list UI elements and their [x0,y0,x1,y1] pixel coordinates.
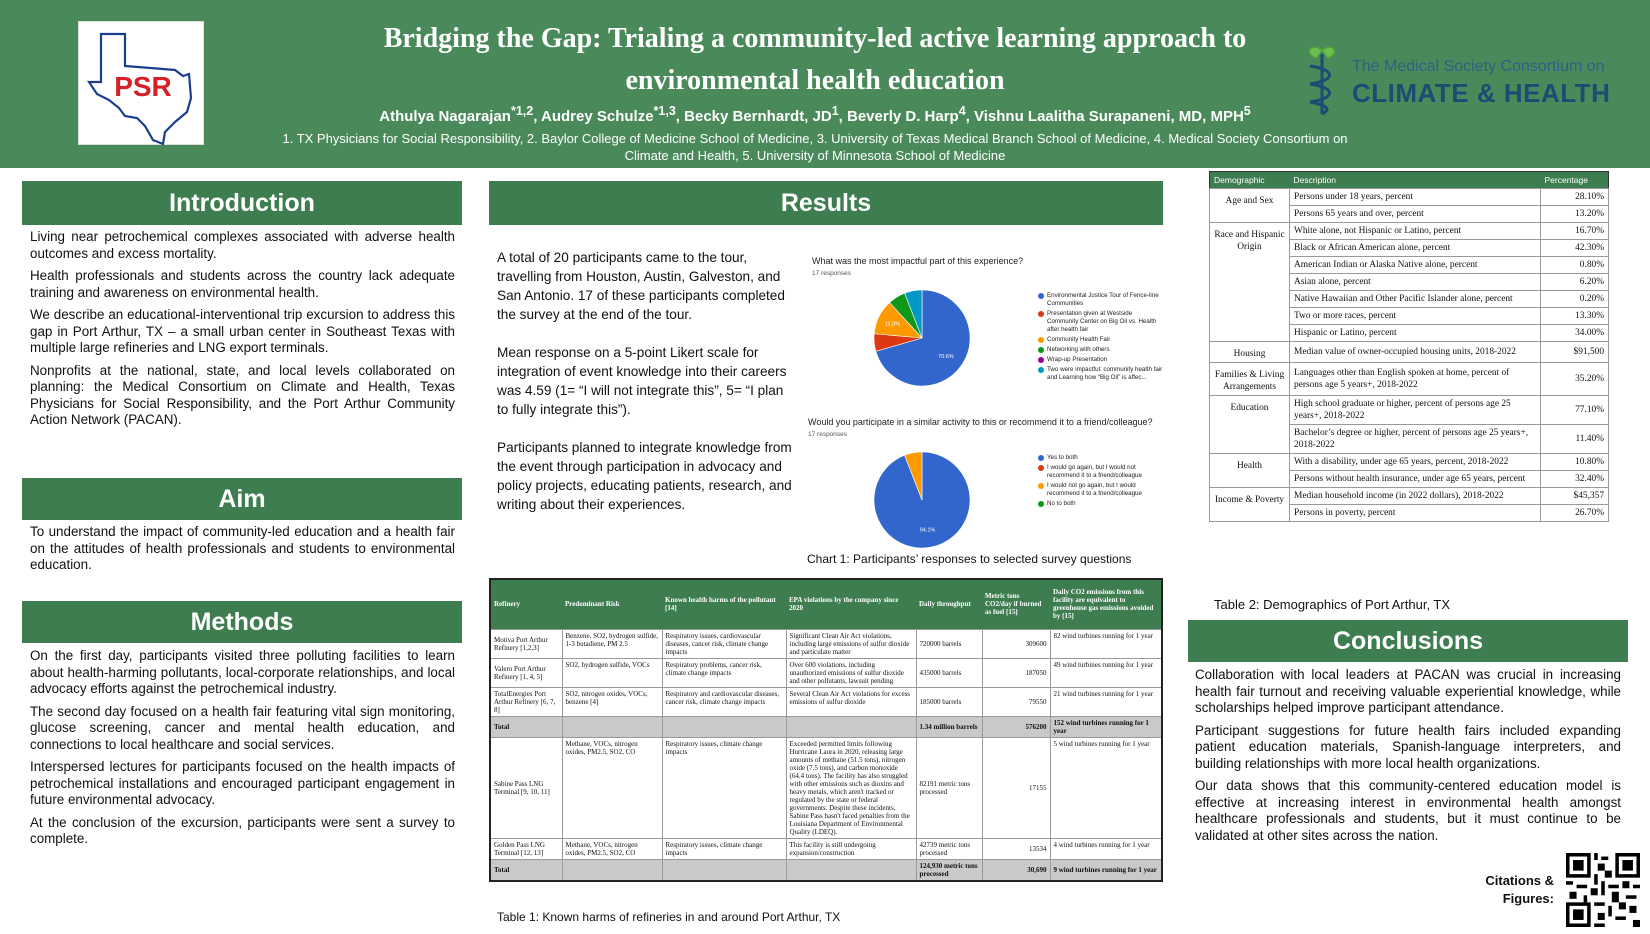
table-cell: 576200 [982,716,1050,737]
table-cell: 435000 barrels [916,658,982,687]
table-cell: Significant Clean Air Act violations, including large emissions of sulfur dioxide and particulate matter [786,629,916,658]
table-cell: 124,930 metric tons processed [916,859,982,881]
author-list: Athulya Nagarajan$^{*1,2}$, Audrey Schulze$^{*1,3}$, Becky Bernhardt, $JD^1$, Beverly D. Harp$^4$, Vishnu Laalitha Surapaneni, MD, MPH$^5$ [379,104,1251,125]
legend-swatch-icon [1038,465,1044,471]
table-row [1210,223,1609,240]
author: Beverly D. Harp [847,108,959,125]
demographic-percentage: 28.10% [1541,189,1609,206]
demographic-description: Persons under 18 years, percent [1290,189,1541,206]
table-header-cell: Daily CO2 emissions from this facility are equivalent to greenhouse gas emissions avoided by [15] [1050,579,1162,629]
demographic-description: Persons without health insurance, under age 65 years, percent [1290,471,1541,488]
conclusions-paragraph: Our data shows that this community-centered education model is effective at increasing interest in environmental health amongst healthcare professionals and students, but it must continue to be validated at other sites across the nation. [1195,778,1621,843]
table-total-row [490,716,1162,737]
table-row [1210,488,1609,505]
pie-slice-label: 94.1% [919,527,936,534]
legend-item [1038,292,1163,308]
poster-title-line1: Bridging the Gap: Trialing a community-led active learning approach to [383,23,1247,54]
demographic-percentage: 26.70% [1541,505,1609,522]
chart2-legend [1038,454,1163,510]
table-header-cell: Percentage [1541,172,1609,189]
table-cell: 187050 [982,658,1050,687]
conclusions-paragraph: Participant suggestions for future health fairs included expanding patient education materials, Spanish-language interpreters, and building relationships with more local health organizations. [1195,722,1621,771]
table-cell: 42739 metric tons processed [916,838,982,859]
pie-slice-label: 70.6% [938,354,954,361]
author-sup: 4 [958,104,966,118]
chart1-title: What was the most impactful part of this experience? [812,256,1024,266]
table-cell: Respiratory issues, climate change impacts [662,838,786,859]
mscch-logo-line2: CLIMATE & HEALTH [1352,78,1611,108]
legend-label: Networking with others [1047,346,1110,353]
table-row [490,658,1162,687]
demographic-category: Race and Hispanic Origin [1210,223,1290,342]
demographic-description: Median household income (in 2022 dollars), 2018-2022 [1290,488,1541,505]
methods-paragraph: On the first day, participants visited three polluting facilities to learn about health-harming pollutants, local-corporate relationships, and local advocacy efforts against the petrochemical industry. [30,648,455,696]
author-sup: *1,3 [653,104,676,118]
table-row [1210,396,1609,425]
table-cell: SO2, nitrogen oxides, VOCs, benzene [4] [562,687,662,716]
table-cell: SO2, hydrogen sulfide, VOCs [562,658,662,687]
demographics-table [1209,171,1609,522]
demographic-percentage: 10.80% [1541,454,1609,471]
citations-label-line2: Figures: [1502,891,1554,906]
legend-label: Community Health Fair [1047,336,1111,343]
demographic-category: Housing [1210,342,1290,363]
author-sup: *1,2 [510,104,534,118]
table-cell: 21 wind turbines running for 1 year [1050,687,1162,716]
table-cell [786,716,916,737]
table-cell: Valero Port Arthur Refinery [1, 4, 5] [490,658,562,687]
aim-paragraph: To understand the impact of community-led education and a health fair on the attitudes of health professionals and students to environmental education. [30,524,455,572]
legend-swatch-icon [1038,357,1044,363]
legend-item [1038,464,1163,480]
table-header-cell: Metric tons CO2/day if burned as fuel [15] [982,579,1050,629]
demographic-description: High school graduate or higher, percent of persons age 25 years+, 2018-2022 [1290,396,1541,425]
author: Becky Bernhardt, JD [684,108,832,125]
table-cell: 1.34 million barrels [916,716,982,737]
legend-swatch-icon [1038,311,1044,317]
conclusions-heading: Conclusions [1188,620,1628,662]
legend-swatch-icon [1038,293,1044,299]
table-cell [786,859,916,881]
table-cell [562,859,662,881]
table-cell: Golden Pass LNG Terminal [12, 13] [490,838,562,859]
legend-swatch-icon [1038,347,1044,353]
affiliations [230,130,1400,164]
demographic-description: Persons 65 years and over, percent [1290,206,1541,223]
chart2-pie [872,450,972,550]
table-cell: Methane, VOCs, nitrogen oxides, PM2.5, SO2, CO [562,838,662,859]
legend-label: Yes to both [1047,454,1078,461]
table-header-cell: Demographic [1210,172,1290,189]
citations-label [1468,872,1554,908]
chart-caption: Chart 1: Participants’ responses to selected survey questions [807,552,1132,566]
refinery-table-body [490,629,1162,881]
table-row [1210,363,1609,396]
chart2-subtitle: 17 responses [808,431,848,438]
demographic-description: Hispanic or Latino, percent [1290,325,1541,342]
author: Audrey Schulze [541,108,654,125]
demographic-category: Families & Living Arrangements [1210,363,1290,396]
demographic-category: Health [1210,454,1290,488]
table-cell: This facility is still undergoing expansion/construction [786,838,916,859]
methods-paragraph: At the conclusion of the excursion, participants were sent a survey to complete. [30,814,455,846]
results-heading: Results [489,181,1163,225]
table-row [490,629,1162,658]
demographic-percentage: 32.40% [1541,471,1609,488]
introduction-paragraph: Nonprofits at the national, state, and local levels collaborated on planning: the Medical Consortium on Climate and Health, Texas Physicians for Social Responsibility, and the Port Arthur Community Action Network (PACAN). [30,362,455,427]
author-sup: 5 [1243,104,1251,118]
refinery-table [489,578,1163,882]
table-cell: 9 wind turbines running for 1 year [1050,859,1162,881]
table-cell: Respiratory problems, cancer risk, climate change impacts [662,658,786,687]
legend-swatch-icon [1038,337,1044,343]
legend-label: Wrap-up Presentation [1047,356,1108,363]
demographic-percentage: 77.10% [1541,396,1609,425]
demographic-percentage: 13.20% [1541,206,1609,223]
table1-caption: Table 1: Known harms of refineries in and around Port Arthur, TX [497,910,841,924]
pie-slice-label: 11.8% [884,321,901,328]
table-cell: Respiratory issues, climate change impacts [662,737,786,838]
introduction-body [30,229,455,435]
demographic-description: Native Hawaiian and Other Pacific Islander alone, percent [1290,291,1541,308]
citations-label-line1: Citations & [1485,873,1554,888]
chart2-title: Would you participate in a similar activity to this or recommend it to a friend/colleague? [808,417,1153,427]
demographic-percentage: 0.80% [1541,257,1609,274]
poster-title [330,18,1300,102]
results-paragraph: Participants planned to integrate knowledge from the event through participation in advocacy and policy projects, educating patients, research, and writing about their experiences. [497,440,792,512]
legend-label: Two were impactful: community health fair and Learning how “Big Oil” is affec... [1047,366,1163,381]
table-header-cell: Description [1290,172,1541,189]
demographic-description: Asian alone, percent [1290,274,1541,291]
mscch-logo [1296,44,1626,116]
table-header-cell: Refinery [490,579,562,629]
demographic-percentage: 6.20% [1541,274,1609,291]
table-cell: 82 wind turbines running for 1 year [1050,629,1162,658]
mscch-logo-line1: The Medical Society Consortium on [1352,58,1605,75]
legend-item [1038,356,1163,364]
demographics-table-body [1210,189,1609,522]
legend-item [1038,454,1163,462]
table-cell: 720000 barrels [916,629,982,658]
table-cell: 309600 [982,629,1050,658]
demographic-percentage: $91,500 [1541,342,1609,363]
psr-logo-text: PSR [114,71,172,102]
demographic-description: Median value of owner-occupied housing units, 2018-2022 [1290,342,1541,363]
table-cell: Total [490,859,562,881]
introduction-paragraph: We describe an educational-interventional trip excursion to address this gap in Port Arthur, TX – a small urban center in Southeast Texas with multiple large refineries and LNG export terminals. [30,307,455,355]
table-cell [662,859,786,881]
introduction-paragraph: Living near petrochemical complexes associated with adverse health outcomes and excess mortality. [30,229,455,261]
demographic-percentage: 11.40% [1541,425,1609,454]
demographic-category: Education [1210,396,1290,454]
legend-swatch-icon [1038,455,1044,461]
results-paragraph: A total of 20 participants came to the tour, travelling from Houston, Austin, Galveston, and San Antonio. 17 of these participants completed the survey at the end of the tour. [497,250,785,322]
demographic-description: Languages other than English spoken at home, percent of persons age 5 years+, 2018-2022 [1290,363,1541,396]
author: Vishnu Laalitha Surapaneni, MD, MPH [974,108,1244,125]
chart1-subtitle: 17 responses [812,270,852,277]
demographic-description: Persons in poverty, percent [1290,505,1541,522]
chart2-question [808,417,1168,438]
demographic-category: Income & Poverty [1210,488,1290,522]
legend-label: No to both [1047,500,1076,507]
table-row [1210,454,1609,471]
table-row [490,687,1162,716]
table-header-cell: Predominant Risk [562,579,662,629]
table-header-cell: Known health harms of the pollutant [14] [662,579,786,629]
table-row [490,737,1162,838]
table-cell: Methane, VOCs, nitrogen oxides, PM2.5, SO2, CO [562,737,662,838]
poster-title-line2: environmental health education [625,65,1005,96]
chart1-pie [872,288,972,388]
introduction-heading: Introduction [22,181,462,225]
table-cell: 5 wind turbines running for 1 year [1050,737,1162,838]
results-paragraph: Mean response on a 5-point Likert scale for integration of event knowledge into their careers was 4.59 (1= “I will not integrate this”, 5= “I plan to fully integrate this”). [497,345,787,417]
legend-label: I would not go again, but I would recommend it to a friend/colleague [1047,482,1142,497]
aim-heading: Aim [22,478,462,520]
conclusions-body [1195,667,1621,850]
legend-swatch-icon [1038,501,1044,507]
demographic-percentage: 13.30% [1541,308,1609,325]
demographic-description: Black or African American alone, percent [1290,240,1541,257]
table-cell: Exceeded permitted limits following Hurricane Laura in 2020, releasing large amounts of methane (51.5 tons), nitrogen oxide (7.5 tons), and carbon monoxide (64.4 tons). The facility has also struggled with other emissions such as dioxins and heavy metals, which aren't tracked or regulated by the state or federal governments. Despite these incidents, Sabine Pass hasn't faced penalties from the Louisiana Department of Environmental Quality (LDEQ). [786,737,916,838]
methods-heading: Methods [22,601,462,643]
table-cell: Respiratory and cardiovascular diseases, cancer risk, climate change impacts [662,687,786,716]
legend-label: Presentation given at Westside Community Center on Big Oil vs. Health after health fair [1047,310,1157,333]
qr-code-icon[interactable] [1566,853,1640,927]
demographic-percentage: 16.70% [1541,223,1609,240]
demographics-table-header-row [1210,172,1609,189]
results-body [497,248,797,533]
affiliations-line1: 1. TX Physicians for Social Responsibility, 2. Baylor College of Medicine School of Medicine, 3. University of Texas Medical Branch School of Medicine, 4. Medical Society Consortium on [282,131,1348,146]
demographic-description: White alone, not Hispanic or Latino, percent [1290,223,1541,240]
table-cell: Total [490,716,562,737]
legend-item [1038,366,1163,382]
legend-label: I would go again, but I would not recommend it to a friend/colleague [1047,464,1142,479]
table2-caption: Table 2: Demographics of Port Arthur, TX [1214,597,1451,612]
header-banner [0,0,1650,168]
table-cell: 30,690 [982,859,1050,881]
legend-item [1038,336,1163,344]
table-row [1210,189,1609,206]
caduceus-icon [1296,44,1348,116]
table-cell: 185000 barrels [916,687,982,716]
table-cell: Benzene, SO2, hydrogen sulfide, 1-3 butadiene, PM 2.5 [562,629,662,658]
methods-body [30,648,455,854]
chart1-legend [1038,292,1163,384]
legend-label: Environmental Justice Tour of Fence-line Communities [1047,292,1159,307]
psr-logo [78,21,204,145]
demographic-description: Two or more races, percent [1290,308,1541,325]
demographic-percentage: $45,357 [1541,488,1609,505]
introduction-paragraph: Health professionals and students across the country lack adequate training and awareness on environmental health. [30,268,455,300]
affiliations-line2: Climate and Health, 5. University of Minnesota School of Medicine [624,148,1006,163]
table-cell: Respiratory issues, cardiovascular diseases, cancer risk, climate change impacts [662,629,786,658]
legend-item [1038,346,1163,354]
demographic-percentage: 34.00% [1541,325,1609,342]
methods-paragraph: Interspersed lectures for participants focused on the health impacts of petrochemical installations and encouraged participant engagement in future environmental advocacy. [30,759,455,807]
table-cell: Sabine Pass LNG Terminal [9, 10, 11] [490,737,562,838]
legend-swatch-icon [1038,483,1044,489]
aim-body [30,524,455,580]
legend-item [1038,482,1163,498]
demographic-description: Bachelor’s degree or higher, percent of persons age 25 years+, 2018-2022 [1290,425,1541,454]
conclusions-paragraph: Collaboration with local leaders at PACAN was crucial in increasing health fair turnout and receiving valuable experiential knowledge, while scholarships helped improve participant attendance. [1195,667,1621,715]
table-row [490,838,1162,859]
table-cell: 4 wind turbines running for 1 year [1050,838,1162,859]
table-total-row [490,859,1162,881]
table-cell: 152 wind turbines running for 1 year [1050,716,1162,737]
table-header-cell: EPA violations by the company since 2020 [786,579,916,629]
table-row [1210,342,1609,363]
table-cell: Several Clean Air Act violations for excess emissions of sulfur dioxide [786,687,916,716]
demographic-percentage: 42.30% [1541,240,1609,257]
chart1-question [812,256,1172,277]
legend-swatch-icon [1038,367,1044,373]
table-cell [562,716,662,737]
table-cell: Motiva Port Arthur Refinery [1,2,3] [490,629,562,658]
table-cell [662,716,786,737]
table-cell: 13534 [982,838,1050,859]
table-cell: 49 wind turbines running for 1 year [1050,658,1162,687]
table-cell: 79550 [982,687,1050,716]
demographic-percentage: 0.20% [1541,291,1609,308]
demographic-percentage: 35.20% [1541,363,1609,396]
author-sup: 1 [831,104,839,118]
texas-map-icon [79,22,205,146]
author: Athulya Nagarajan [379,108,511,125]
demographic-description: American Indian or Alaska Native alone, percent [1290,257,1541,274]
demographic-category: Age and Sex [1210,189,1290,223]
legend-item [1038,310,1163,334]
table-header-cell: Daily throughput [916,579,982,629]
table-cell: 17155 [982,737,1050,838]
methods-paragraph: The second day focused on a health fair featuring vital sign monitoring, glucose screening, cancer and mental health education, and connections to local healthcare and social services. [30,703,455,752]
table-cell: TotalEnergies Port Arthur Refinery [6, 7, 8] [490,687,562,716]
demographic-description: With a disability, under age 65 years, percent, 2018-2022 [1290,454,1541,471]
table-cell: Over 600 violations, including unauthorized emissions of sulfur dioxide and other pollutants, lawsuit pending [786,658,916,687]
table-cell: 82191 metric tons processed [916,737,982,838]
refinery-table-header-row [490,579,1162,629]
legend-item [1038,500,1163,508]
